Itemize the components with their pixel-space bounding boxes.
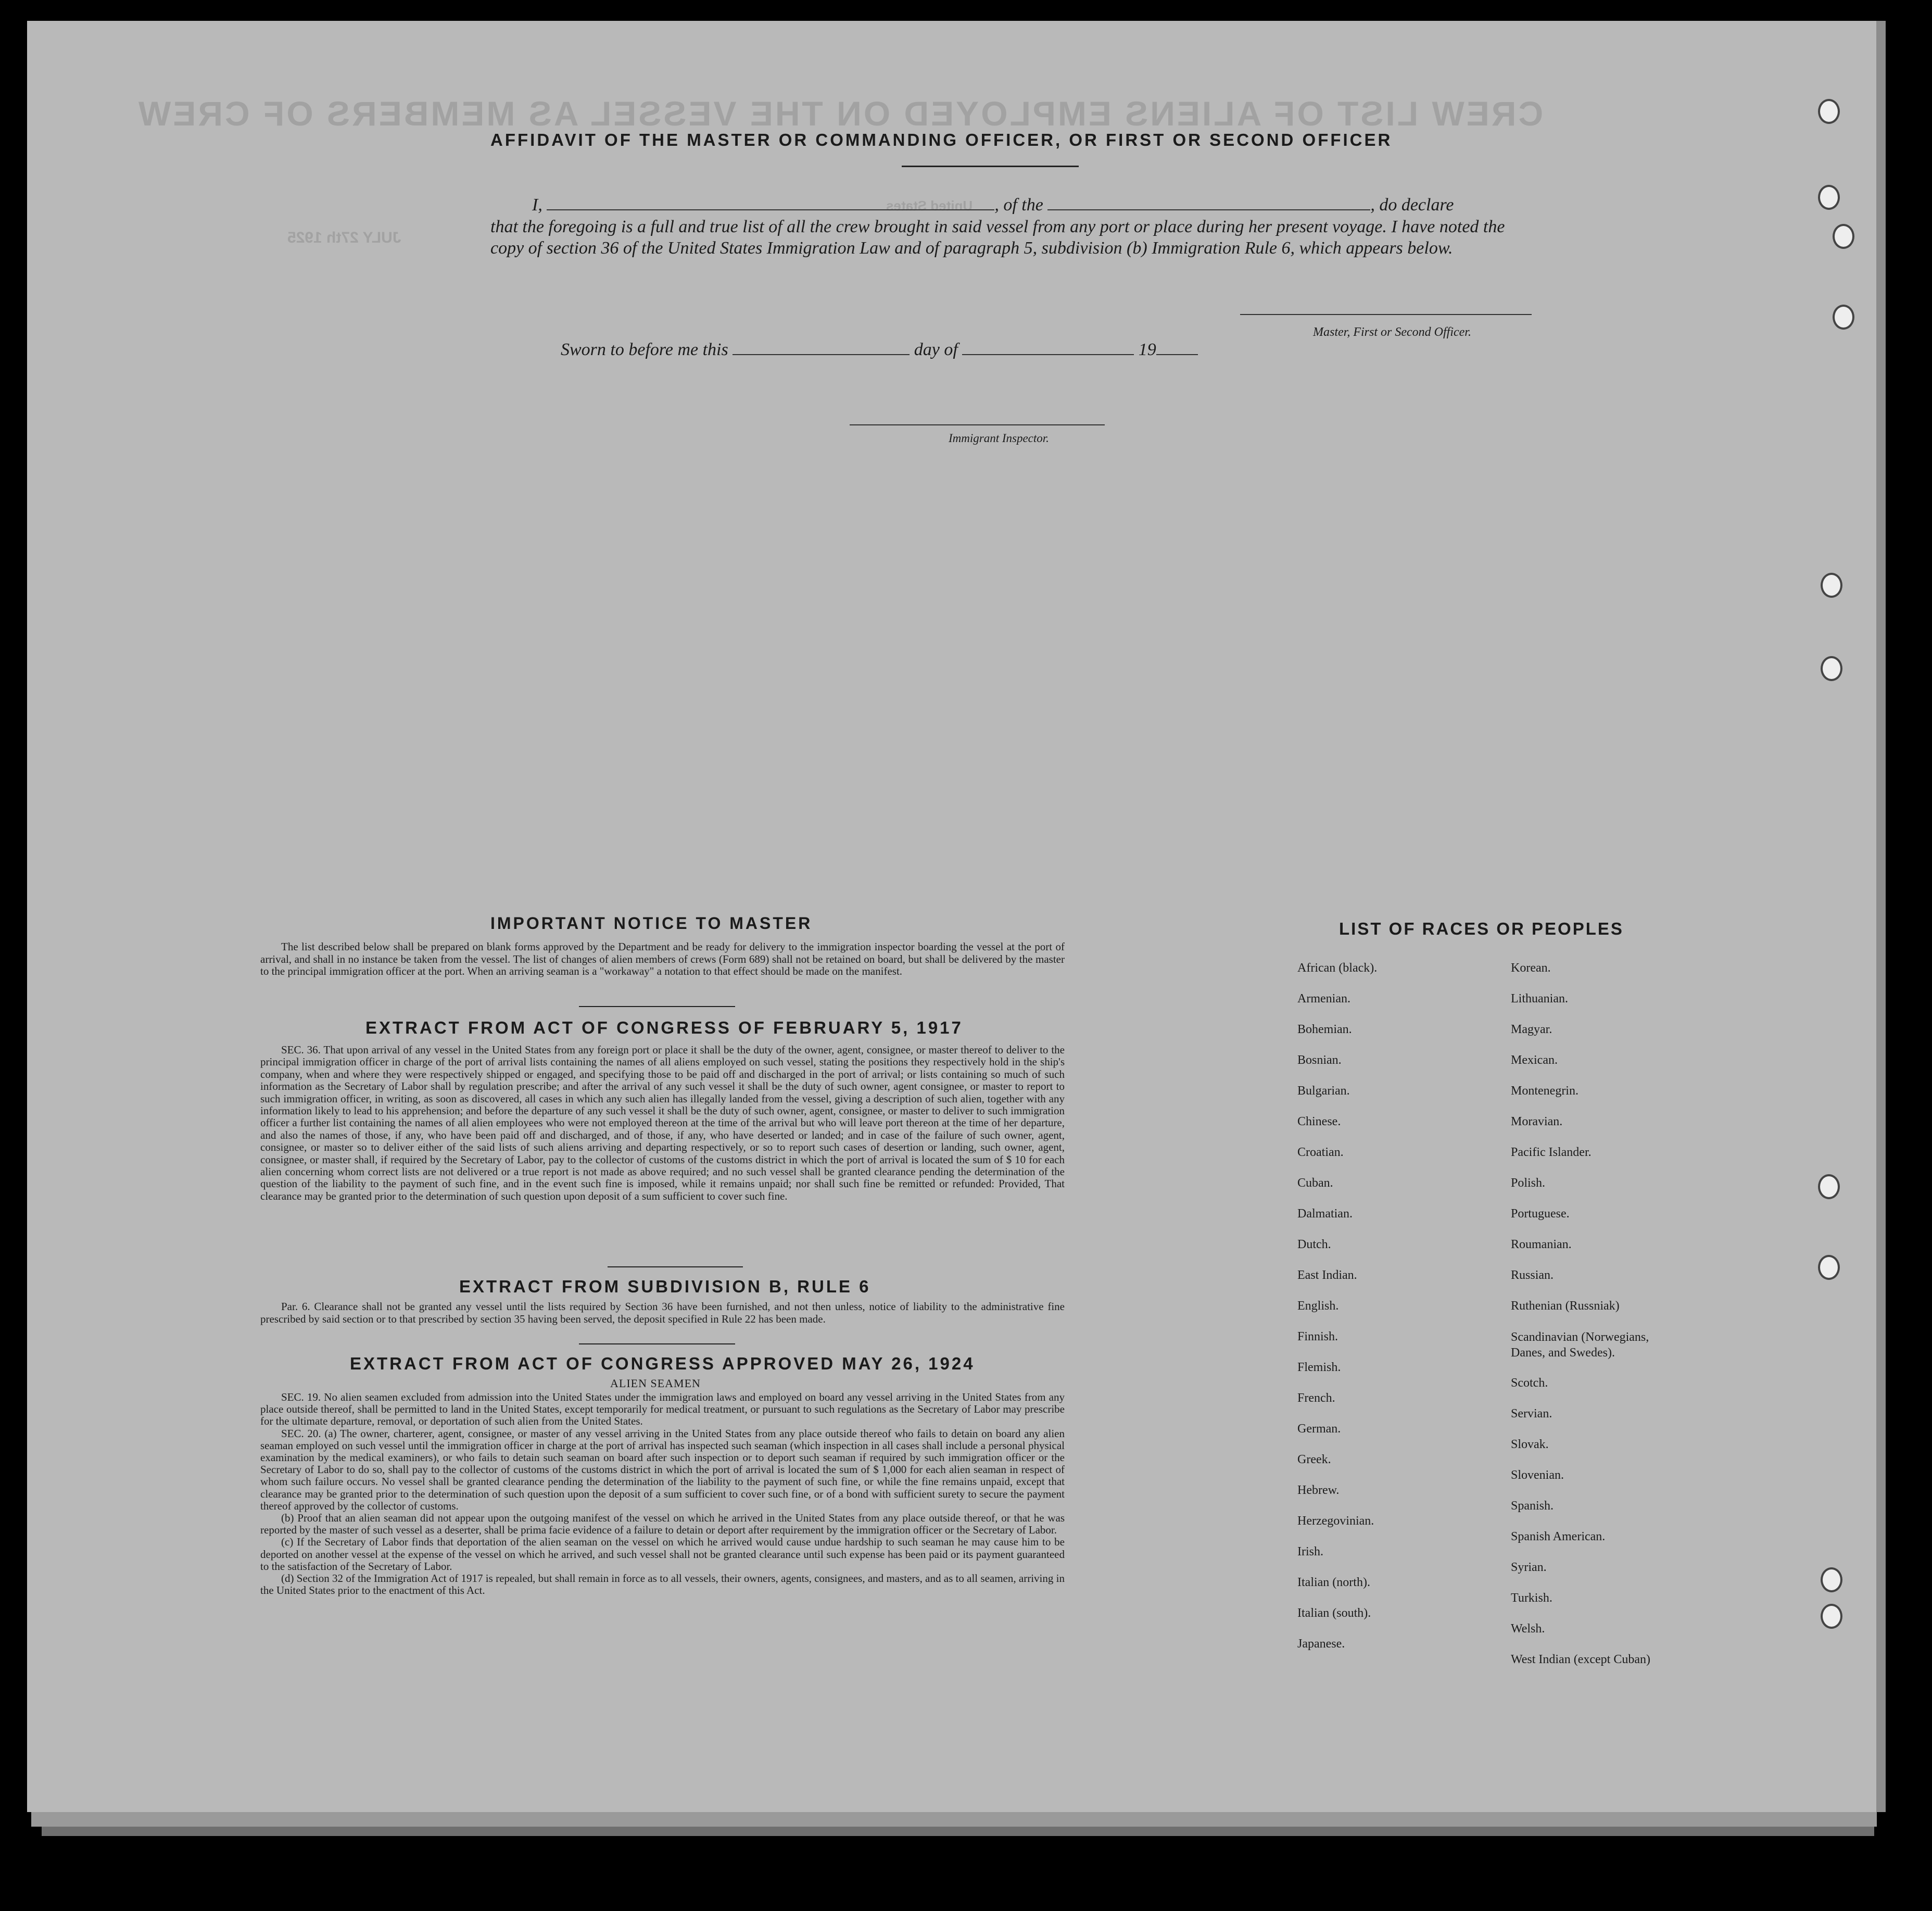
race-item: Mexican.	[1511, 1053, 1558, 1067]
binder-hole-icon	[1833, 224, 1854, 249]
extract-1924-sec20b: (b) Proof that an alien seaman did not appear upon the outgoing manifest of the vessel on which he arrived in the United States from any place outside thereof, or that he was reported by the master of such vessel as a deserter, shall be prima facie evidence of a failure to detain or deport after requirement by the immigration officer or the Secretary of Labor.	[260, 1512, 1065, 1537]
extract-1924-title: EXTRACT FROM ACT OF CONGRESS APPROVED MAY 26, 1924	[350, 1354, 975, 1373]
master-signature-label: Master, First or Second Officer.	[1313, 325, 1471, 339]
page-stack-edge	[31, 1812, 1877, 1827]
race-item: Syrian.	[1511, 1561, 1547, 1574]
race-item: Japanese.	[1297, 1637, 1345, 1651]
extract-1924-subtitle: ALIEN SEAMEN	[610, 1377, 701, 1390]
affidavit-of-the: , of the	[994, 195, 1043, 215]
race-item: German.	[1297, 1422, 1341, 1436]
race-item: Italian (north).	[1297, 1576, 1370, 1589]
affidavit-title: AFFIDAVIT OF THE MASTER OR COMMANDING OFFICER, OR FIRST OR SECOND OFFICER	[490, 130, 1393, 149]
race-item: Ruthenian (Russniak)	[1511, 1299, 1620, 1313]
race-item: Irish.	[1297, 1545, 1323, 1558]
affidavit-declare: , do declare	[1370, 195, 1454, 215]
bleed-through-date: JULY 27th 1925	[287, 229, 401, 246]
race-item: Montenegrin.	[1511, 1084, 1579, 1098]
bleed-through-title: CREW LIST OF ALIENS EMPLOYED ON THE VESSEL AS MEMBERS OF CREW	[136, 94, 1544, 133]
affidavit-i: I,	[532, 195, 542, 215]
race-item: Bulgarian.	[1297, 1084, 1350, 1098]
document-page	[27, 21, 1886, 1812]
race-item: Spanish.	[1511, 1499, 1554, 1513]
race-item: Cuban.	[1297, 1176, 1333, 1190]
notice-title: IMPORTANT NOTICE TO MASTER	[490, 914, 813, 933]
race-item: West Indian (except Cuban)	[1511, 1653, 1650, 1666]
race-item: Russian.	[1511, 1268, 1554, 1282]
sworn-year-field[interactable]	[1156, 354, 1198, 355]
race-item: Armenian.	[1297, 992, 1350, 1005]
binder-hole-icon	[1821, 1567, 1842, 1592]
sworn-line	[561, 340, 1198, 360]
race-item: Polish.	[1511, 1176, 1546, 1190]
race-item: Croatian.	[1297, 1146, 1344, 1159]
race-item: Magyar.	[1511, 1023, 1552, 1036]
race-item: Herzegovinian.	[1297, 1514, 1374, 1528]
vessel-name-field[interactable]	[1047, 209, 1370, 210]
race-item: Greek.	[1297, 1453, 1331, 1466]
race-item: Turkish.	[1511, 1591, 1552, 1605]
race-item: Moravian.	[1511, 1115, 1563, 1128]
race-item: Finnish.	[1297, 1330, 1338, 1343]
race-item: Scotch.	[1511, 1376, 1548, 1390]
binder-hole-icon	[1818, 185, 1840, 210]
race-item: Hebrew.	[1297, 1483, 1340, 1497]
race-item: Welsh.	[1511, 1622, 1545, 1636]
master-name-field[interactable]	[547, 209, 994, 210]
sworn-month-field[interactable]	[962, 354, 1134, 355]
race-item: Roumanian.	[1511, 1238, 1572, 1251]
extract-1924-sec20d: (d) Section 32 of the Immigration Act of 1917 is repealed, but shall remain in force as to all vessels, their owners, agents, consignees, and masters, and as to all seamen, arriving in the United States prior to the enactment of this Act.	[260, 1572, 1065, 1597]
race-item: Bosnian.	[1297, 1053, 1342, 1067]
race-item: East Indian.	[1297, 1268, 1357, 1282]
binder-hole-icon	[1821, 656, 1842, 681]
sworn-prefix: Sworn to before me this	[561, 340, 728, 359]
race-item: Italian (south).	[1297, 1606, 1371, 1620]
binder-hole-icon	[1818, 1174, 1840, 1199]
extract-1917-text: SEC. 36. That upon arrival of any vessel in the United States from any foreign port or place it shall be the duty of the owner, agent, consignee, or master thereof to deliver to the principal immigration officer in charge of the port of arrival lists containing the names of all aliens employed on such vessel, stating the positions they respectively hold in the ship's company, when and where they were respectively shipped or engaged, and specifying those to be paid off and discharged in the port of arrival; or lists containing so much of such information as the Secretary of Labor shall by regulation prescribe; and after the arrival of any such vessel it shall be the duty of such owner, agent consignee, or master to report to such immigration officer, in writing, as soon as discovered, all cases in which any such alien has illegally landed from the vessel, giving a description of such alien, together with any information likely to lead to his apprehension; and before the departure of any such vessel it shall be the duty of such owner, agent, consignee, or master to deliver to such immigration officer a further list containing the names of all alien employees who were not employed thereon at the time of the arrival but who will leave port thereon at the time of her departure, and also the names of those, if any, who have been paid off and discharged, and of those, if any, who have deserted or landed; and in case of the failure of such owner, agent, consignee, or master so to deliver either of the said lists of such aliens arriving and departing respectively, or so to report such cases of desertion or landing, such owner, agent, consignee, or master shall, if required by the Secretary of Labor, pay to the collector of customs of the customs district in which the port of arrival is located the sum of $ 10 for each alien concerning whom correct lists are not delivered or a true report is not made as above required; and no such vessel shall be granted clearance pending the determination of the question of the liability to the payment of such fine, and in the event such fine is imposed, while it remains unpaid; nor shall such fine be remitted or refunded: Provided, That clearance may be granted prior to the determination of such question upon deposit of a sum sufficient to cover such fine.	[260, 1043, 1065, 1202]
binder-hole-icon	[1818, 99, 1840, 124]
extract-rule6-title: EXTRACT FROM SUBDIVISION B, RULE 6	[459, 1277, 871, 1296]
notice-text: The list described below shall be prepared on blank forms approved by the Department and be ready for delivery to the immigration inspector boarding the vessel at the port of arrival, and shall in no instance be taken from the vessel. The list of changes of alien members of crews (Form 689) shall not be retained on board, but shall be delivered by the master to the principal immigration officer at the port. When an arriving seaman is a "workaway" a notation to that effect should be made on the manifest.	[260, 940, 1065, 977]
race-item: Chinese.	[1297, 1115, 1341, 1128]
binder-hole-icon	[1833, 305, 1854, 330]
master-signature-line[interactable]	[1240, 314, 1532, 315]
race-item: Slovak.	[1511, 1438, 1549, 1451]
race-item: Lithuanian.	[1511, 992, 1568, 1005]
inspector-label: Immigrant Inspector.	[949, 432, 1049, 445]
binder-hole-icon	[1818, 1255, 1840, 1280]
page-stack-shadow	[42, 1827, 1874, 1836]
notice-rule	[579, 1006, 735, 1007]
race-item: Bohemian.	[1297, 1023, 1352, 1036]
extract-1924-sec20a: SEC. 20. (a) The owner, charterer, agent, consignee, or master of any vessel arriving in the United States from any place outside thereof who fails to detain on board any alien seaman employed on such vessel until the immigration officer in charge at the port of arrival has inspected such seaman (which inspection in all cases shall include a personal physical examination by the medical examiners), or who fails to detain such seaman on board after such inspection or to deport such seaman if required by such immigration officer or the Secretary of Labor to do so, shall pay to the collector of customs of the customs district in which the port of arrival is located the sum of $ 1,000 for each alien seaman in respect of whom such failure occurs. No vessel shall be granted clearance pending the determination of the liability to the payment of such fine, or while the fine remains unpaid, except that clearance may be granted prior to the determination of such question upon the deposit of a sum sufficient to cover such fine, or of a bond with sufficient surety to secure the payment thereof approved by the collector of customs.	[260, 1427, 1065, 1512]
bleed-through-port: United States	[886, 198, 973, 213]
extract-1924-sec19: SEC. 19. No alien seamen excluded from admission into the United States under the immigration laws and employed on board any vessel arriving in the United States from any place outside thereof, shall be permitted to land in the United States, except temporarily for medical treatment, or pursuant to such regulations as the Secretary of Labor may prescribe for the ultimate departure, removal, or deportation of such alien from the United States.	[260, 1391, 1065, 1428]
race-item: Scandinavian (Norwegians, Danes, and Swedes).	[1511, 1330, 1649, 1360]
inspector-signature-line[interactable]	[850, 424, 1105, 425]
extract-1924-text	[260, 1391, 1065, 1596]
race-item: Korean.	[1511, 961, 1551, 975]
races-left-column	[1297, 953, 1377, 1659]
race-item: Servian.	[1511, 1407, 1552, 1420]
affidavit-declaration-line	[532, 195, 1454, 215]
binder-hole-icon	[1821, 573, 1842, 598]
affidavit-title-rule	[902, 166, 1079, 167]
race-item: Slovenian.	[1511, 1468, 1564, 1482]
race-item: Flemish.	[1297, 1361, 1341, 1374]
sworn-year: 19	[1138, 340, 1156, 359]
race-item: English.	[1297, 1299, 1339, 1313]
race-item: French.	[1297, 1391, 1335, 1405]
race-item: Portuguese.	[1511, 1207, 1570, 1221]
binder-hole-icon	[1821, 1604, 1842, 1629]
races-right-column	[1511, 953, 1677, 1675]
race-item: African (black).	[1297, 961, 1378, 975]
extract-rule6-rule	[579, 1343, 735, 1344]
race-item: Dalmatian.	[1297, 1207, 1353, 1221]
affidavit-body: that the foregoing is a full and true list of all the crew brought in said vessel from any port or place during her present voyage. I have noted the copy of section 36 of the United States Immigration Law and of paragraph 5, subdivision (b) Immigration Rule 6, which appears below.	[490, 217, 1505, 258]
race-item: Dutch.	[1297, 1238, 1331, 1251]
extract-1924-sec20c: (c) If the Secretary of Labor finds that deportation of the alien seaman on the vessel on which he arrived would cause undue hardship to such seaman he may cause him to be deported on another vessel at the expense of the vessel on which he arrived, and such vessel shall not be granted clearance until such expense has been paid or its payment guaranteed to the satisfaction of the Secretary of Labor.	[260, 1536, 1065, 1573]
sworn-day-field[interactable]	[733, 354, 910, 355]
extract-1917-title: EXTRACT FROM ACT OF CONGRESS OF FEBRUARY 5, 1917	[365, 1018, 963, 1037]
races-title: LIST OF RACES OR PEOPLES	[1339, 919, 1624, 938]
race-item: Spanish American.	[1511, 1530, 1606, 1543]
extract-rule6-text: Par. 6. Clearance shall not be granted any vessel until the lists required by Section 36 have been furnished, and not then unless, notice of liability to the administrative fine prescribed by said section or to that prescribed by section 35 having been served, the deposit specified in Rule 22 has been made.	[260, 1300, 1065, 1325]
sworn-day-of: day of	[914, 340, 958, 359]
extract-1917-rule	[608, 1266, 743, 1267]
race-item: Pacific Islander.	[1511, 1146, 1592, 1159]
